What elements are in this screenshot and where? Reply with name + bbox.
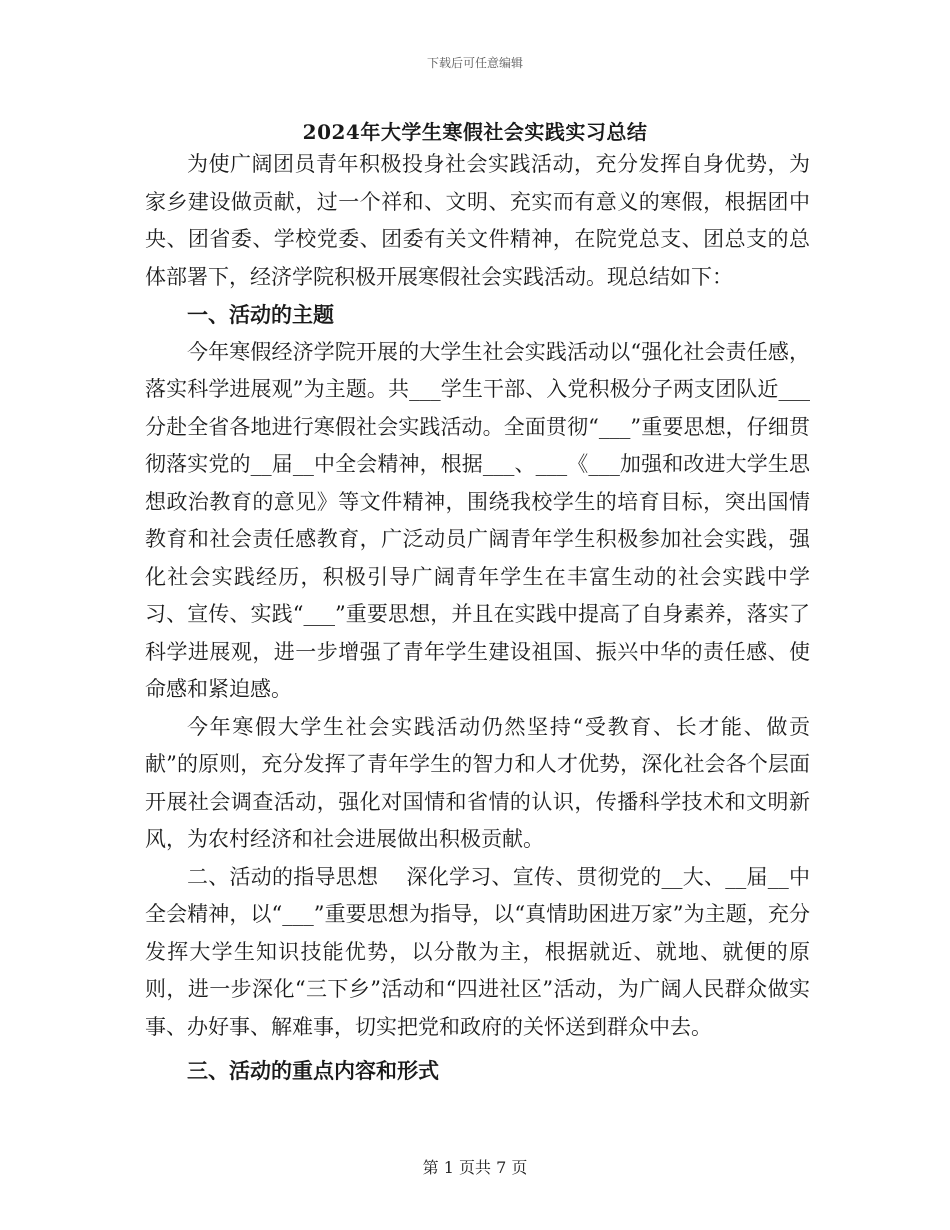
section-heading-3: 三、活动的重点内容和形式 xyxy=(187,1058,439,1083)
document-body xyxy=(145,146,810,1090)
section1-paragraph-1: 今年寒假经济学院开展的大学生社会实践活动以“强化社会责任感，落实科学进展观”为主题。共___学生干部、入党积极分子两支团队近___分赴全省各地进行寒假社会实践活动。全面贯彻“___”重要思想，仔细贯彻落实党的__届__中全会精神，根据___、___《___加强和改进大学生思想政治教育的意见》等文件精神，围绕我校学生的培育目标，突出国情教育和社会责任感教育，广泛动员广阔青年学生积极参加社会实践，强化社会实践经历，积极引导广阔青年学生在丰富生动的社会实践中学习、宣传、实践“___”重要思想，并且在实践中提高了自身素养，落实了科学进展观，进一步增强了青年学生建设祖国、振兴中华的责任感、使命感和紧迫感。 xyxy=(145,339,810,701)
section2-paragraph: 二、活动的指导思想 深化学习、宣传、贯彻党的__大、__届__中全会精神，以“___”重要思想为指导，以“真情助困进万家”为主题，充分发挥大学生知识技能优势，以分散为主，根据就近、就地、就便的原则，进一步深化“三下乡”活动和“四进社区”活动，为广阔人民群众做实事、办好事、解难事，切实把党和政府的关怀送到群众中去。 xyxy=(145,864,810,1039)
page-number: 第 1 页共 7 页 xyxy=(422,1158,528,1177)
document-title: 2024年大学生寒假社会实践实习总结 xyxy=(302,120,648,144)
intro-paragraph: 为使广阔团员青年积极投身社会实践活动，充分发挥自身优势，为家乡建设做贡献，过一个祥和、文明、充实而有意义的寒假，根据团中央、团省委、学校党委、团委有关文件精神，在院党总支、团总支的总体部署下，经济学院积极开展寒假社会实践活动。现总结如下： xyxy=(145,152,810,289)
section1-paragraph-2: 今年寒假大学生社会实践活动仍然坚持“受教育、长才能、做贡献”的原则，充分发挥了青年学生的智力和人才优势，深化社会各个层面开展社会调查活动，强化对国情和省情的认识，传播科学技术和文明新风，为农村经济和社会进展做出积极贡献。 xyxy=(145,714,810,851)
header-note: 下载后可任意编辑 xyxy=(426,56,523,70)
section-heading-1: 一、活动的主题 xyxy=(187,302,334,327)
